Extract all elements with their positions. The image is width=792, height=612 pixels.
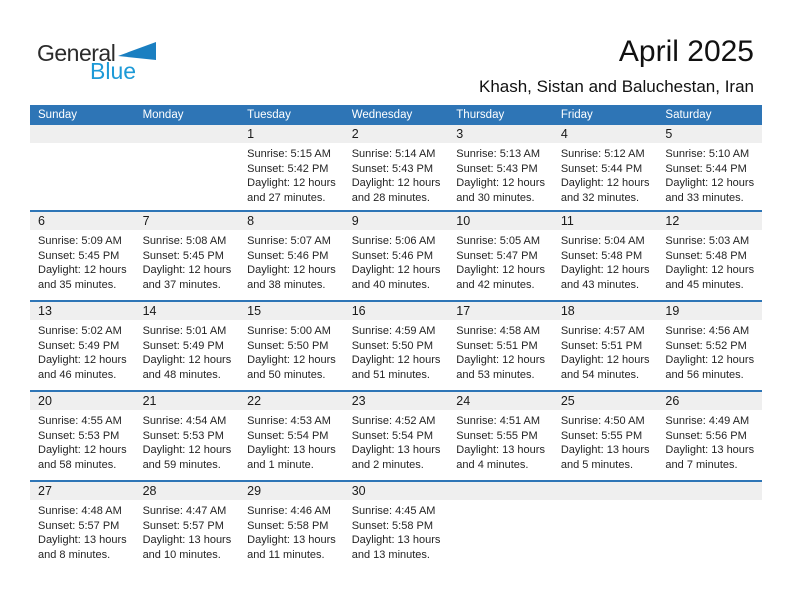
calendar-cell bbox=[135, 482, 240, 570]
calendar bbox=[30, 105, 762, 570]
daylight-text: Daylight: 13 hours and 10 minutes. bbox=[142, 534, 232, 561]
weekday-tuesday: Tuesday bbox=[247, 109, 291, 121]
day-number-band bbox=[135, 212, 240, 230]
daylight-text: Daylight: 12 hours and 58 minutes. bbox=[38, 444, 127, 471]
week-row bbox=[30, 300, 762, 390]
sunset-text: Sunset: 5:44 PM bbox=[665, 162, 747, 175]
day-number: 10 bbox=[456, 214, 471, 228]
sunset-text: Sunset: 5:50 PM bbox=[351, 339, 434, 352]
sunset-text: Sunset: 5:49 PM bbox=[38, 339, 120, 352]
sunrise-text: Sunrise: 4:51 AM bbox=[456, 415, 541, 427]
sunset-text: Sunset: 5:48 PM bbox=[665, 249, 747, 262]
day-details bbox=[448, 410, 553, 472]
sunset-text: Sunset: 5:47 PM bbox=[456, 249, 538, 262]
day-number: 7 bbox=[142, 214, 150, 228]
calendar-cell-empty bbox=[30, 125, 135, 210]
sunset-text: Sunset: 5:45 PM bbox=[142, 249, 224, 262]
day-details bbox=[239, 230, 344, 292]
calendar-cell bbox=[553, 302, 658, 390]
calendar-cell bbox=[30, 302, 135, 390]
daylight-text: Daylight: 12 hours and 56 minutes. bbox=[665, 354, 755, 381]
calendar-weeks bbox=[30, 125, 762, 570]
day-number: 16 bbox=[351, 304, 366, 318]
calendar-cell bbox=[344, 302, 449, 390]
day-number: 27 bbox=[38, 484, 52, 498]
week-row bbox=[30, 480, 762, 570]
daylight-text: Daylight: 12 hours and 35 minutes. bbox=[38, 264, 127, 291]
day-number: 23 bbox=[351, 394, 366, 408]
sunrise-text: Sunrise: 5:02 AM bbox=[38, 325, 122, 337]
day-number-band bbox=[553, 212, 658, 230]
daylight-text: Daylight: 12 hours and 30 minutes. bbox=[456, 177, 545, 204]
day-number-band bbox=[344, 125, 449, 143]
day-details bbox=[30, 320, 135, 382]
day-number: 22 bbox=[247, 394, 262, 408]
sunset-text: Sunset: 5:50 PM bbox=[247, 339, 329, 352]
sunrise-text: Sunrise: 4:47 AM bbox=[142, 505, 227, 517]
weekday-sunday: Sunday bbox=[38, 109, 78, 121]
day-details bbox=[239, 410, 344, 472]
sunrise-text: Sunrise: 4:54 AM bbox=[142, 415, 227, 427]
day-number-band bbox=[448, 302, 553, 320]
day-details bbox=[344, 320, 449, 382]
daylight-text: Daylight: 12 hours and 38 minutes. bbox=[247, 264, 336, 291]
day-details bbox=[135, 230, 240, 292]
weekday-saturday: Saturday bbox=[665, 109, 712, 121]
sunrise-text: Sunrise: 5:04 AM bbox=[560, 235, 645, 247]
calendar-cell bbox=[344, 482, 449, 570]
calendar-cell bbox=[239, 392, 344, 480]
sunset-text: Sunset: 5:52 PM bbox=[665, 339, 747, 352]
sunset-text: Sunset: 5:53 PM bbox=[38, 429, 120, 442]
daylight-text: Daylight: 12 hours and 54 minutes. bbox=[560, 354, 650, 381]
sunset-text: Sunset: 5:55 PM bbox=[560, 429, 643, 442]
day-number-band bbox=[30, 212, 135, 230]
sunrise-text: Sunrise: 5:10 AM bbox=[665, 148, 750, 160]
sunset-text: Sunset: 5:58 PM bbox=[351, 519, 434, 532]
daylight-text: Daylight: 12 hours and 40 minutes. bbox=[351, 264, 441, 291]
day-number-band bbox=[657, 302, 762, 320]
sunset-text: Sunset: 5:54 PM bbox=[351, 429, 434, 442]
weekday-wednesday: Wednesday bbox=[351, 109, 413, 121]
day-number: 19 bbox=[665, 304, 680, 318]
week-row bbox=[30, 125, 762, 210]
day-details bbox=[553, 230, 658, 292]
sunrise-text: Sunrise: 5:06 AM bbox=[351, 235, 436, 247]
day-details bbox=[657, 230, 762, 292]
day-details bbox=[448, 230, 553, 292]
calendar-cell bbox=[30, 482, 135, 570]
daylight-text: Daylight: 12 hours and 48 minutes. bbox=[142, 354, 232, 381]
day-number: 30 bbox=[351, 484, 366, 498]
day-number: 20 bbox=[38, 394, 52, 408]
day-number: 2 bbox=[351, 127, 359, 141]
sunrise-text: Sunrise: 4:59 AM bbox=[351, 325, 436, 337]
day-number: 4 bbox=[560, 127, 568, 141]
sunrise-text: Sunrise: 4:50 AM bbox=[560, 415, 645, 427]
day-number: 12 bbox=[665, 214, 680, 228]
day-details bbox=[135, 410, 240, 472]
daylight-text: Daylight: 12 hours and 45 minutes. bbox=[665, 264, 755, 291]
day-number-band bbox=[344, 212, 449, 230]
calendar-cell bbox=[239, 212, 344, 300]
daylight-text: Daylight: 13 hours and 11 minutes. bbox=[247, 534, 336, 561]
sunrise-text: Sunrise: 5:14 AM bbox=[351, 148, 436, 160]
sunset-text: Sunset: 5:48 PM bbox=[560, 249, 643, 262]
daylight-text: Daylight: 13 hours and 2 minutes. bbox=[351, 444, 441, 471]
day-number: 3 bbox=[456, 127, 464, 141]
calendar-cell bbox=[239, 302, 344, 390]
day-details bbox=[239, 320, 344, 382]
sunrise-text: Sunrise: 4:48 AM bbox=[38, 505, 122, 517]
day-details bbox=[553, 143, 658, 205]
logo bbox=[37, 40, 156, 84]
day-details bbox=[239, 500, 344, 562]
daylight-text: Daylight: 12 hours and 42 minutes. bbox=[456, 264, 545, 291]
day-number-band bbox=[553, 125, 658, 143]
sunrise-text: Sunrise: 4:56 AM bbox=[665, 325, 750, 337]
day-details bbox=[657, 143, 762, 205]
daylight-text: Daylight: 12 hours and 59 minutes. bbox=[142, 444, 232, 471]
week-row bbox=[30, 390, 762, 480]
sunset-text: Sunset: 5:56 PM bbox=[665, 429, 747, 442]
daylight-text: Daylight: 13 hours and 1 minute. bbox=[247, 444, 336, 471]
sunrise-text: Sunrise: 5:09 AM bbox=[38, 235, 122, 247]
calendar-cell bbox=[135, 392, 240, 480]
weekday-monday: Monday bbox=[142, 109, 184, 121]
day-details bbox=[657, 320, 762, 382]
logo-text-general: General bbox=[37, 40, 116, 66]
day-number-band bbox=[344, 302, 449, 320]
day-details bbox=[553, 320, 658, 382]
day-number-band bbox=[344, 482, 449, 500]
weekday-header bbox=[30, 105, 762, 125]
day-details bbox=[344, 500, 449, 562]
day-details bbox=[553, 410, 658, 472]
day-number: 14 bbox=[142, 304, 157, 318]
day-number-band bbox=[135, 125, 240, 143]
day-number-band bbox=[135, 302, 240, 320]
calendar-cell-empty bbox=[135, 125, 240, 210]
daylight-text: Daylight: 12 hours and 33 minutes. bbox=[665, 177, 755, 204]
day-number-band bbox=[657, 125, 762, 143]
sunrise-text: Sunrise: 5:03 AM bbox=[665, 235, 750, 247]
sunrise-text: Sunrise: 4:58 AM bbox=[456, 325, 541, 337]
sunset-text: Sunset: 5:45 PM bbox=[38, 249, 120, 262]
daylight-text: Daylight: 12 hours and 32 minutes. bbox=[560, 177, 650, 204]
day-details bbox=[448, 143, 553, 205]
logo-text-blue: Blue bbox=[90, 58, 137, 84]
calendar-cell bbox=[344, 392, 449, 480]
day-number: 6 bbox=[38, 214, 45, 228]
sunrise-text: Sunrise: 4:53 AM bbox=[247, 415, 331, 427]
day-number-band bbox=[448, 125, 553, 143]
day-number-band bbox=[344, 392, 449, 410]
calendar-cell bbox=[448, 302, 553, 390]
calendar-cell bbox=[344, 212, 449, 300]
day-details bbox=[30, 500, 135, 562]
day-number: 8 bbox=[247, 214, 255, 228]
calendar-cell bbox=[657, 212, 762, 300]
sunset-text: Sunset: 5:53 PM bbox=[142, 429, 224, 442]
sunrise-text: Sunrise: 4:55 AM bbox=[38, 415, 122, 427]
calendar-cell bbox=[135, 302, 240, 390]
sunset-text: Sunset: 5:57 PM bbox=[38, 519, 120, 532]
day-number-band bbox=[553, 482, 658, 500]
day-number-band bbox=[239, 482, 344, 500]
sunset-text: Sunset: 5:57 PM bbox=[142, 519, 224, 532]
day-details bbox=[344, 410, 449, 472]
weekday-thursday: Thursday bbox=[456, 109, 505, 121]
calendar-cell bbox=[30, 392, 135, 480]
daylight-text: Daylight: 12 hours and 28 minutes. bbox=[351, 177, 441, 204]
sunset-text: Sunset: 5:44 PM bbox=[560, 162, 643, 175]
day-number: 29 bbox=[247, 484, 262, 498]
day-number-band bbox=[30, 482, 135, 500]
sunset-text: Sunset: 5:51 PM bbox=[456, 339, 538, 352]
day-number: 13 bbox=[38, 304, 52, 318]
sunset-text: Sunset: 5:58 PM bbox=[247, 519, 329, 532]
sunrise-text: Sunrise: 4:45 AM bbox=[351, 505, 436, 517]
calendar-cell bbox=[448, 392, 553, 480]
calendar-cell bbox=[239, 482, 344, 570]
sunset-text: Sunset: 5:46 PM bbox=[351, 249, 434, 262]
day-details bbox=[239, 143, 344, 205]
day-details bbox=[344, 143, 449, 205]
sunset-text: Sunset: 5:55 PM bbox=[456, 429, 538, 442]
calendar-cell-empty bbox=[553, 482, 658, 570]
calendar-cell bbox=[344, 125, 449, 210]
calendar-cell bbox=[448, 212, 553, 300]
daylight-text: Daylight: 13 hours and 8 minutes. bbox=[38, 534, 127, 561]
day-number: 17 bbox=[456, 304, 471, 318]
sunrise-text: Sunrise: 5:05 AM bbox=[456, 235, 541, 247]
sunset-text: Sunset: 5:51 PM bbox=[560, 339, 643, 352]
day-number: 15 bbox=[247, 304, 262, 318]
calendar-cell bbox=[135, 212, 240, 300]
sunset-text: Sunset: 5:49 PM bbox=[142, 339, 224, 352]
day-number-band bbox=[239, 125, 344, 143]
day-number-band bbox=[239, 392, 344, 410]
daylight-text: Daylight: 12 hours and 37 minutes. bbox=[142, 264, 232, 291]
calendar-cell bbox=[657, 302, 762, 390]
day-number-band bbox=[448, 482, 553, 500]
day-number-band bbox=[239, 302, 344, 320]
day-number-band bbox=[30, 302, 135, 320]
day-number: 5 bbox=[665, 127, 673, 141]
sunrise-text: Sunrise: 4:52 AM bbox=[351, 415, 436, 427]
day-number: 24 bbox=[456, 394, 471, 408]
day-number-band bbox=[448, 392, 553, 410]
daylight-text: Daylight: 13 hours and 7 minutes. bbox=[665, 444, 755, 471]
sunrise-text: Sunrise: 4:57 AM bbox=[560, 325, 645, 337]
sunrise-text: Sunrise: 5:13 AM bbox=[456, 148, 541, 160]
day-details bbox=[30, 410, 135, 472]
daylight-text: Daylight: 13 hours and 4 minutes. bbox=[456, 444, 545, 471]
calendar-cell bbox=[657, 125, 762, 210]
sunset-text: Sunset: 5:43 PM bbox=[351, 162, 434, 175]
title-block bbox=[479, 36, 754, 97]
day-number: 1 bbox=[247, 127, 255, 141]
day-number-band bbox=[135, 482, 240, 500]
calendar-cell bbox=[239, 125, 344, 210]
sunrise-text: Sunrise: 4:49 AM bbox=[665, 415, 750, 427]
calendar-cell bbox=[553, 392, 658, 480]
day-number: 9 bbox=[351, 214, 359, 228]
day-details bbox=[135, 320, 240, 382]
calendar-cell bbox=[553, 125, 658, 210]
sunrise-text: Sunrise: 5:07 AM bbox=[247, 235, 331, 247]
day-number-band bbox=[657, 212, 762, 230]
sunset-text: Sunset: 5:43 PM bbox=[456, 162, 538, 175]
daylight-text: Daylight: 12 hours and 53 minutes. bbox=[456, 354, 545, 381]
sunset-text: Sunset: 5:54 PM bbox=[247, 429, 329, 442]
day-details bbox=[30, 230, 135, 292]
day-number: 11 bbox=[560, 214, 574, 228]
day-details bbox=[657, 410, 762, 472]
day-number: 26 bbox=[665, 394, 680, 408]
day-number: 18 bbox=[560, 304, 575, 318]
calendar-cell-empty bbox=[657, 482, 762, 570]
calendar-cell bbox=[657, 392, 762, 480]
day-number-band bbox=[448, 212, 553, 230]
sunrise-text: Sunrise: 5:08 AM bbox=[142, 235, 227, 247]
weekday-friday: Friday bbox=[560, 109, 593, 121]
daylight-text: Daylight: 13 hours and 5 minutes. bbox=[560, 444, 650, 471]
page-title: April 2025 bbox=[618, 35, 754, 68]
day-number-band bbox=[553, 392, 658, 410]
day-number-band bbox=[135, 392, 240, 410]
daylight-text: Daylight: 12 hours and 43 minutes. bbox=[560, 264, 650, 291]
daylight-text: Daylight: 12 hours and 46 minutes. bbox=[38, 354, 127, 381]
day-number-band bbox=[657, 392, 762, 410]
day-details bbox=[135, 500, 240, 562]
day-details bbox=[448, 320, 553, 382]
sunset-text: Sunset: 5:46 PM bbox=[247, 249, 329, 262]
page-subtitle: Khash, Sistan and Baluchestan, Iran bbox=[478, 77, 754, 96]
day-number: 21 bbox=[142, 394, 157, 408]
day-number-band bbox=[657, 482, 762, 500]
sunrise-text: Sunrise: 4:46 AM bbox=[247, 505, 331, 517]
daylight-text: Daylight: 12 hours and 51 minutes. bbox=[351, 354, 441, 381]
day-details bbox=[344, 230, 449, 292]
day-number: 28 bbox=[142, 484, 157, 498]
day-number-band bbox=[553, 302, 658, 320]
sunrise-text: Sunrise: 5:01 AM bbox=[142, 325, 227, 337]
sunrise-text: Sunrise: 5:12 AM bbox=[560, 148, 645, 160]
day-number-band bbox=[30, 125, 135, 143]
sunset-text: Sunset: 5:42 PM bbox=[247, 162, 329, 175]
day-number-band bbox=[239, 212, 344, 230]
day-number: 25 bbox=[560, 394, 575, 408]
day-number-band bbox=[30, 392, 135, 410]
calendar-cell bbox=[448, 125, 553, 210]
daylight-text: Daylight: 12 hours and 27 minutes. bbox=[247, 177, 336, 204]
calendar-cell bbox=[30, 212, 135, 300]
sunrise-text: Sunrise: 5:00 AM bbox=[247, 325, 331, 337]
week-row bbox=[30, 210, 762, 300]
sunrise-text: Sunrise: 5:15 AM bbox=[247, 148, 331, 160]
daylight-text: Daylight: 12 hours and 50 minutes. bbox=[247, 354, 336, 381]
calendar-cell bbox=[553, 212, 658, 300]
daylight-text: Daylight: 13 hours and 13 minutes. bbox=[351, 534, 441, 561]
calendar-cell-empty bbox=[448, 482, 553, 570]
